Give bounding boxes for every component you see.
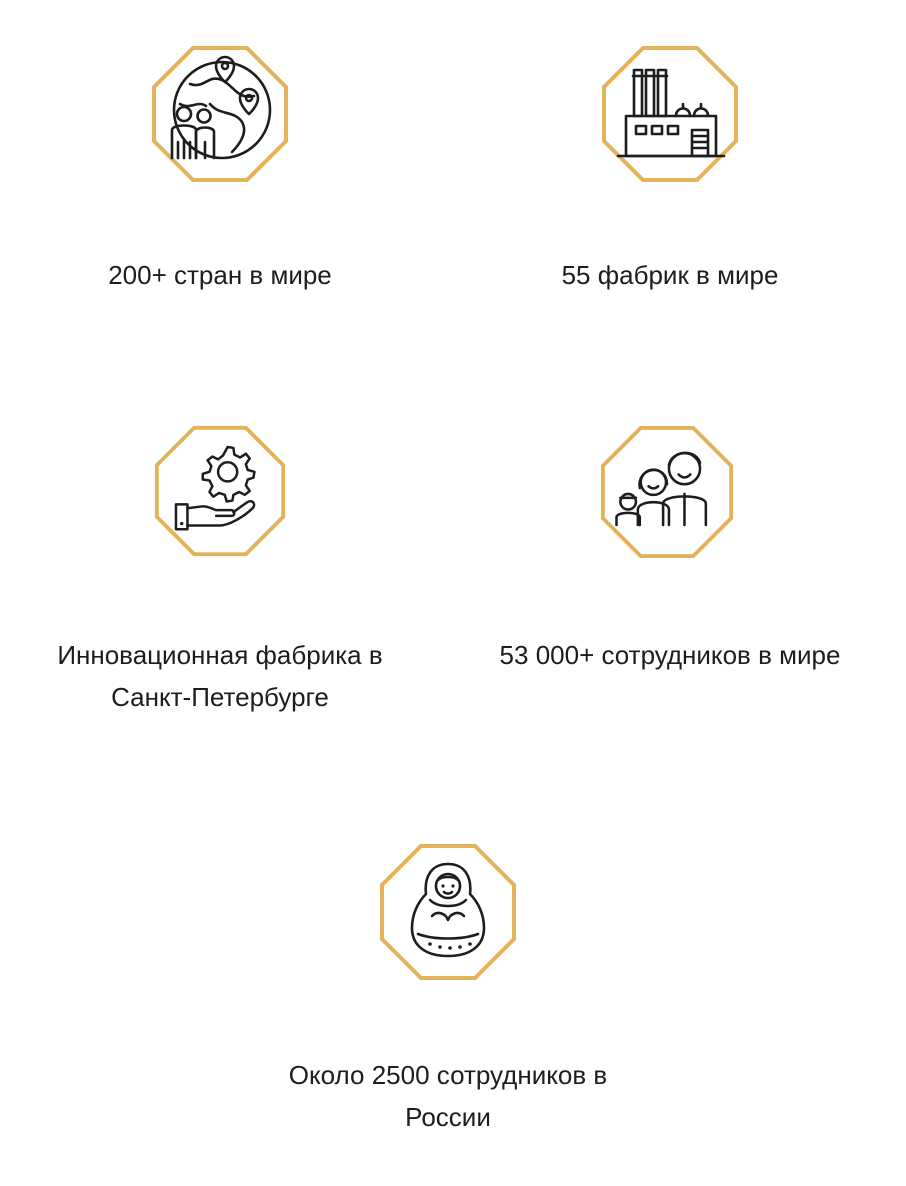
- stat-label-line: 55 фабрик в мире: [561, 260, 779, 290]
- stat-label-line: Около 2500 сотрудников в: [288, 1060, 608, 1090]
- stat-label-line: 200+ стран в мире: [108, 260, 332, 290]
- stat-label: [470, 634, 870, 676]
- family-icon: [599, 424, 735, 560]
- stat-label: [470, 254, 870, 296]
- stat-label-line: Санкт-Петербурге: [111, 682, 329, 712]
- stat-label: [248, 1054, 648, 1138]
- stat-label: [20, 634, 420, 718]
- stat-label-line: Инновационная фабрика в: [57, 640, 383, 670]
- stat-label-line: 53 000+ сотрудников в мире: [499, 640, 841, 670]
- stat-label: [20, 254, 420, 296]
- stat-label-line: России: [405, 1102, 491, 1132]
- matryoshka-icon: [378, 842, 518, 982]
- hand-gear-icon: [153, 424, 287, 558]
- factory-icon: [600, 44, 740, 184]
- globe-people-icon: [150, 44, 290, 184]
